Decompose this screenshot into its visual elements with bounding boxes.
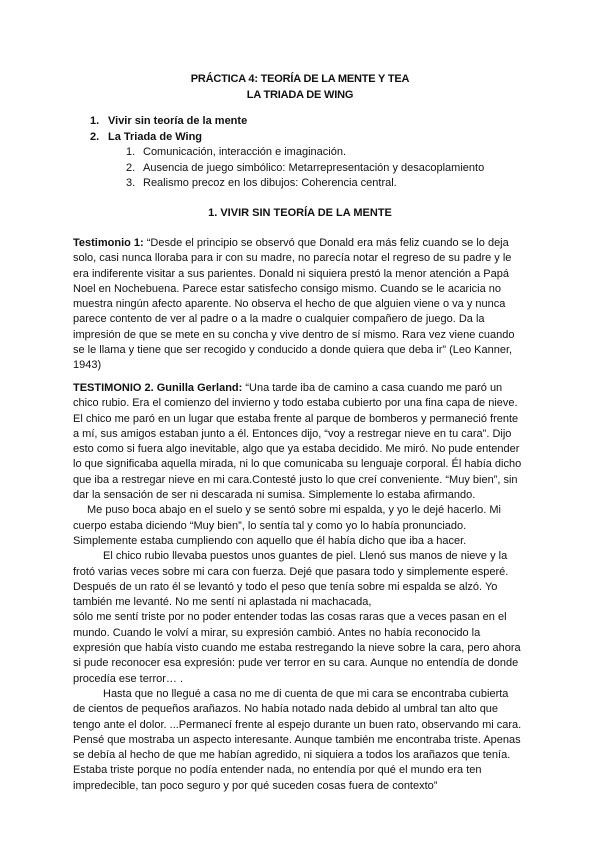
testimonio-1 (73, 236, 533, 374)
testimonio-1-line: solo, casi nunca lloraba para ir con su madre, no parecía notar el regreso de su padre y le (73, 252, 512, 265)
testimonio-2-line: a mí, sus amigos estaban junto a él. Entonces dijo, “voy a restregar nieve en tu cara”. Dijo (73, 427, 512, 440)
para-3-line: Me puso boca abajo en el suelo y se sentó sobre mi espalda, y yo le dejé hacerlo. Mi (87, 504, 501, 517)
para-5-line: tengo ante el dolor. ...Permanecí frente al espejo durante un buen rato, observando mi cara. (73, 718, 522, 731)
testimonio-1-line: parece contento de ver al padre o a la madre o cualquier compañero de juego. Da la (73, 313, 485, 326)
testimonio-1-line: Noel en Nochebuena. Parece estar satisfecho consigo mismo. Cuando se le acaricia no (73, 282, 502, 295)
para-4-line: también me levanté. No me sentí ni aplastada ni machacada, (73, 596, 372, 609)
testimonio-1-line: Testimonio 1: “Desde el principio se observó que Donald era más feliz cuando se lo deja (73, 237, 509, 249)
suboutline-item-2-number: 2. (126, 162, 136, 174)
para-4-line: Después de un rato él se levantó y todo el peso que tenía sobre mi espalda se alzó. Yo (73, 580, 498, 593)
outline-item-2 (90, 131, 202, 143)
para-4-line: mundo. Cuando le volví a mirar, su expresión cambió. Antes no había reconocido la (73, 626, 481, 639)
suboutline-item-3-label: Realismo precoz en los dibujos: Coherencia central. (143, 177, 397, 189)
outline-item-1-label: Vivir sin teoría de la mente (108, 115, 248, 127)
para-4-line: frotó varias veces sobre mi cara con fuerza. Dejé que pasara todo y simplemente esperé. (73, 565, 509, 578)
testimonio-2-line: dar la sensación de ser ni descarada ni sumisa. Simplemente lo estaba afirmando. (73, 489, 476, 502)
testimonio-2-line: esto como si fuera algo inevitable, algo que ya estaba decidido. Me miró. No pude entender (73, 443, 520, 456)
testimonio-1-label: Testimonio 1: (73, 237, 144, 249)
suboutline-item-3 (126, 177, 397, 189)
outline-item-1 (90, 115, 247, 127)
suboutline-item-1 (126, 146, 346, 158)
testimonio-1-line: muestra ningún afecto aparente. No observa el hecho de que alguien viene o va y nunca (73, 298, 506, 311)
testimonio-1-line: se le llama y tiene que ser recogido y conducido a donde quiera que deba ir” (Leo Kanner, (73, 344, 513, 357)
para-3-line: Simplemente estaba cumpliendo con aquello que él había dicho que iba a hacer. (73, 534, 467, 547)
para-4-line: sólo me sentí triste por no poder entender todas las cosas raras que a veces pasan en el (73, 611, 507, 624)
para-5-line: impredecible, tan poco seguro y por qué suceden cosas fuera de contexto” (73, 779, 438, 792)
suboutline-item-1-number: 1. (126, 146, 136, 158)
testimonio-2 (73, 381, 533, 794)
testimonio-2-line: El chico me paró en un lugar que estaba frente al parque de bomberos y permaneció frente (73, 412, 519, 425)
testimonio-2-line: lo que significaba aquella mirada, ni lo que comunicaba su lenguaje corporal. Él había dicho (73, 458, 522, 471)
para-4-line: El chico rubio llevaba puestos unos guantes de piel. Llenó sus manos de nieve y la (103, 550, 508, 563)
testimonio-1-line: impresión de que se mete en su concha y vive dentro de sí mismo. Rara vez viene cuando (73, 328, 515, 341)
outline-item-2-label: La Triada de Wing (108, 131, 203, 143)
title-line-1: PRÁCTICA 4: TEORÍA DE LA MENTE Y TEA (190, 73, 410, 85)
para-5-line: Pensé que mostraba un aspecto interesante. Aunque también me encontraba triste. Apenas (73, 733, 521, 746)
para-4-line: si pude reconocer esa expresión: pude ver terror en su cara. Aunque no entendía de donde (73, 657, 519, 670)
outline-item-1-number: 1. (90, 115, 100, 127)
testimonio-2-line: que iba a restregar nieve en mi cara.Contesté justo lo que creí conveniente. “Muy bien”, sin (73, 473, 518, 486)
testimonio-2-line: TESTIMONIO 2. Gunilla Gerland: “Una tarde iba de camino a casa cuando me paró un (73, 382, 503, 394)
suboutline-item-2-label: Ausencia de juego simbólico: Metarrepresentación y desacoplamiento (143, 162, 485, 174)
title-line-2: LA TRIADA DE WING (246, 89, 354, 101)
testimonio-1-line: 1943) (73, 359, 102, 372)
outline-item-2-number: 2. (90, 131, 100, 143)
suboutline-item-2 (126, 162, 484, 174)
testimonio-1-line: era indiferente visitar a sus parientes. Donald ni siquiera prestó la menor atención a Papá (73, 267, 509, 280)
para-4-line: expresión que había visto cuando me estaba restregando la nieve sobre la cara, pero ahora (73, 642, 521, 655)
suboutline-item-3-number: 3. (126, 177, 136, 189)
section-heading: 1. VIVIR SIN TEORÍA DE LA MENTE (208, 207, 392, 219)
para-3-line: cuerpo estaba diciendo “Muy bien”, lo sentía tal y como yo lo había pronunciado. (73, 519, 467, 532)
suboutline-item-1-label: Comunicación, interacción e imaginación. (143, 146, 346, 158)
para-4-line: procedía ese terror… . (73, 672, 184, 685)
testimonio-2-label: TESTIMONIO 2. Gunilla Gerland: (73, 382, 243, 394)
para-5-line: Estaba triste porque no podía entender nada, no entendía por qué el mundo era ten (73, 764, 482, 777)
testimonio-2-line: chico rubio. Era el comienzo del invierno y todo estaba cubierto por una fina capa de nieve. (73, 397, 518, 410)
para-5-line: de cientos de pequeños arañazos. No había notado nada debido al umbral tan alto que (73, 703, 499, 716)
para-5-line: se debía al hecho de que me habían agredido, ni siquiera a todos los arañazos que tenía. (73, 749, 511, 762)
para-5-line: Hasta que no llegué a casa no me di cuenta de que mi cara se encontraba cubierta (103, 687, 509, 700)
